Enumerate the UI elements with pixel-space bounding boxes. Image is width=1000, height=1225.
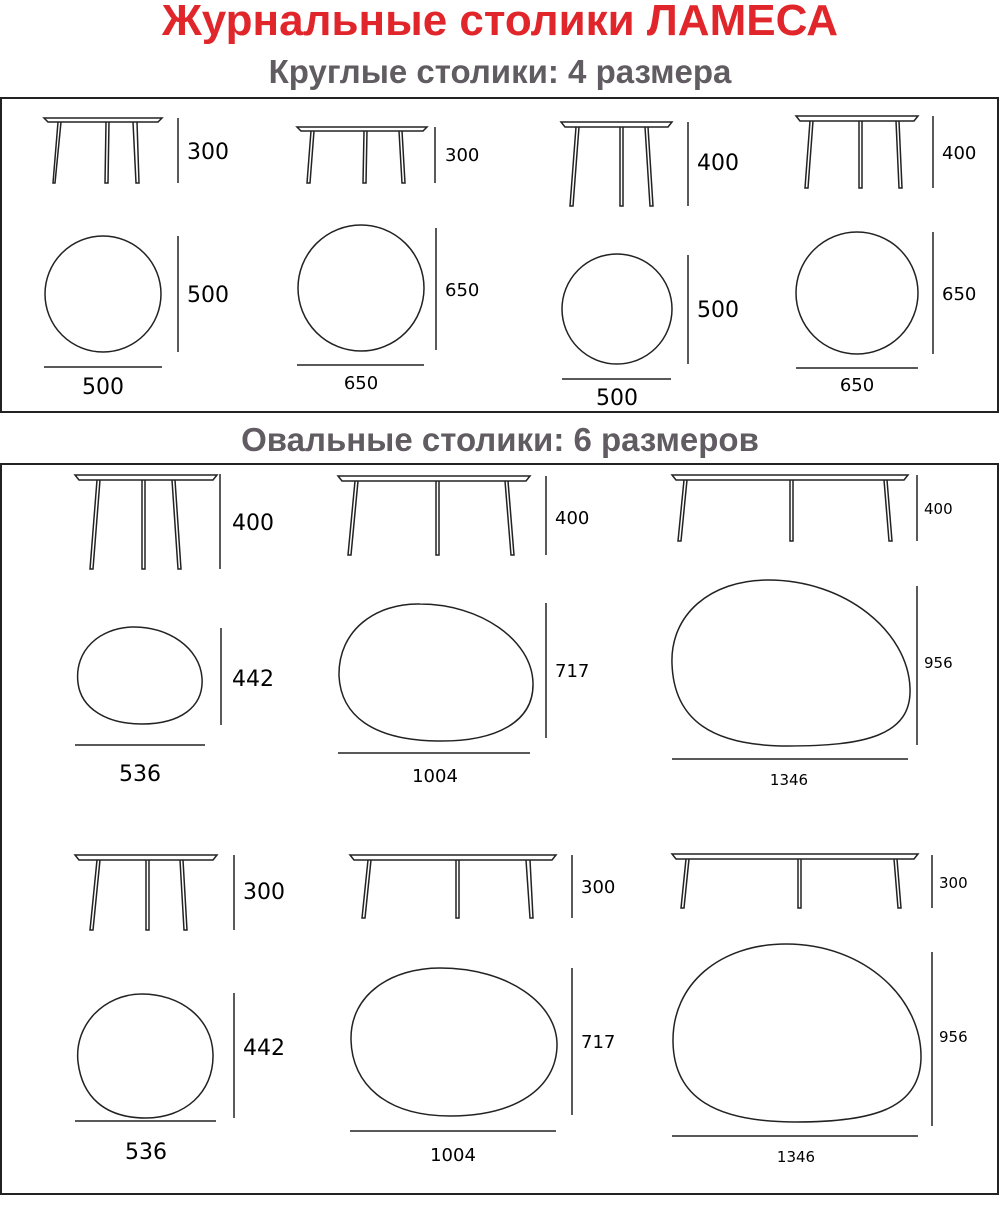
round-table-3-diameter-label-v: 500 [697, 298, 739, 323]
round-table-2-height-label: 300 [445, 145, 480, 166]
oval-table-4-width-label: 536 [125, 1140, 167, 1165]
oval-table-5-side-view [350, 855, 556, 918]
oval-table-3-height-label: 400 [924, 500, 953, 518]
oval-table-1-side-view [75, 475, 217, 569]
oval-table-4 [75, 855, 234, 1121]
oval-table-2-height-label: 400 [555, 508, 590, 529]
oval-table-4-height-label: 300 [243, 880, 285, 905]
oval-table-3-depth-label: 956 [924, 654, 953, 672]
oval-table-4-depth-label: 442 [243, 1036, 285, 1061]
oval-table-5-depth-label: 717 [581, 1032, 616, 1053]
oval-table-3-side-view [672, 475, 908, 541]
oval-table-1-height-label: 400 [232, 511, 274, 536]
oval-table-4-top-view [78, 994, 213, 1118]
oval-table-6-top-view [673, 944, 921, 1122]
oval-table-1-width-label: 536 [119, 762, 161, 787]
round-table-1-top-view [45, 236, 161, 352]
oval-table-5-height-label: 300 [581, 877, 616, 898]
round-table-2-top-view [298, 225, 424, 351]
oval-table-3-top-view [672, 580, 910, 746]
round-table-1-diameter-label-h: 500 [82, 375, 124, 400]
oval-table-6-side-view [672, 854, 918, 908]
oval-table-1-top-view [78, 627, 203, 724]
round-table-4-diameter-label-h: 650 [839, 375, 875, 396]
oval-table-2-width-label: 1004 [412, 766, 458, 787]
round-section-frame [1, 98, 998, 412]
round-tables-heading: Круглые столики: 4 размера [268, 53, 732, 90]
round-table-4-diameter-label-v: 650 [942, 284, 977, 305]
round-table-3 [561, 122, 688, 379]
oval-table-1-depth-label: 442 [232, 667, 274, 692]
oval-table-6-width-label: 1346 [776, 1148, 816, 1166]
oval-table-2 [338, 476, 546, 753]
oval-section-frame [1, 464, 998, 1194]
oval-table-5 [350, 855, 572, 1131]
round-table-3-side-view [561, 122, 672, 206]
page-title: Журнальные столики ЛАМЕСА [161, 0, 839, 45]
round-table-2-diameter-label-h: 650 [343, 373, 379, 394]
oval-table-5-top-view [351, 968, 557, 1116]
round-table-1-height-label: 300 [187, 140, 229, 165]
round-table-4-height-label: 400 [942, 143, 977, 164]
round-table-3-diameter-label-h: 500 [596, 386, 638, 411]
oval-table-3-width-label: 1346 [769, 771, 809, 789]
round-table-1 [44, 118, 178, 367]
round-table-4-side-view [796, 116, 918, 188]
round-table-3-height-label: 400 [697, 151, 739, 176]
round-table-2-side-view [297, 127, 427, 183]
oval-table-2-side-view [338, 476, 530, 555]
round-table-1-side-view [44, 118, 162, 183]
oval-table-2-depth-label: 717 [555, 661, 590, 682]
oval-table-3 [672, 475, 917, 759]
oval-table-6-height-label: 300 [939, 874, 968, 892]
round-table-4-top-view [796, 232, 918, 354]
round-table-2-diameter-label-v: 650 [445, 280, 480, 301]
oval-table-6 [672, 854, 932, 1136]
round-table-1-diameter-label-v: 500 [187, 283, 229, 308]
round-table-3-top-view [562, 254, 672, 364]
oval-table-1 [75, 474, 221, 745]
oval-table-2-top-view [339, 604, 533, 741]
oval-table-6-depth-label: 956 [939, 1028, 968, 1046]
round-table-4 [796, 116, 933, 368]
oval-tables-heading: Овальные столики: 6 размеров [241, 421, 759, 458]
round-table-2 [297, 127, 436, 365]
oval-table-4-side-view [75, 855, 217, 930]
oval-table-5-width-label: 1004 [430, 1145, 476, 1166]
